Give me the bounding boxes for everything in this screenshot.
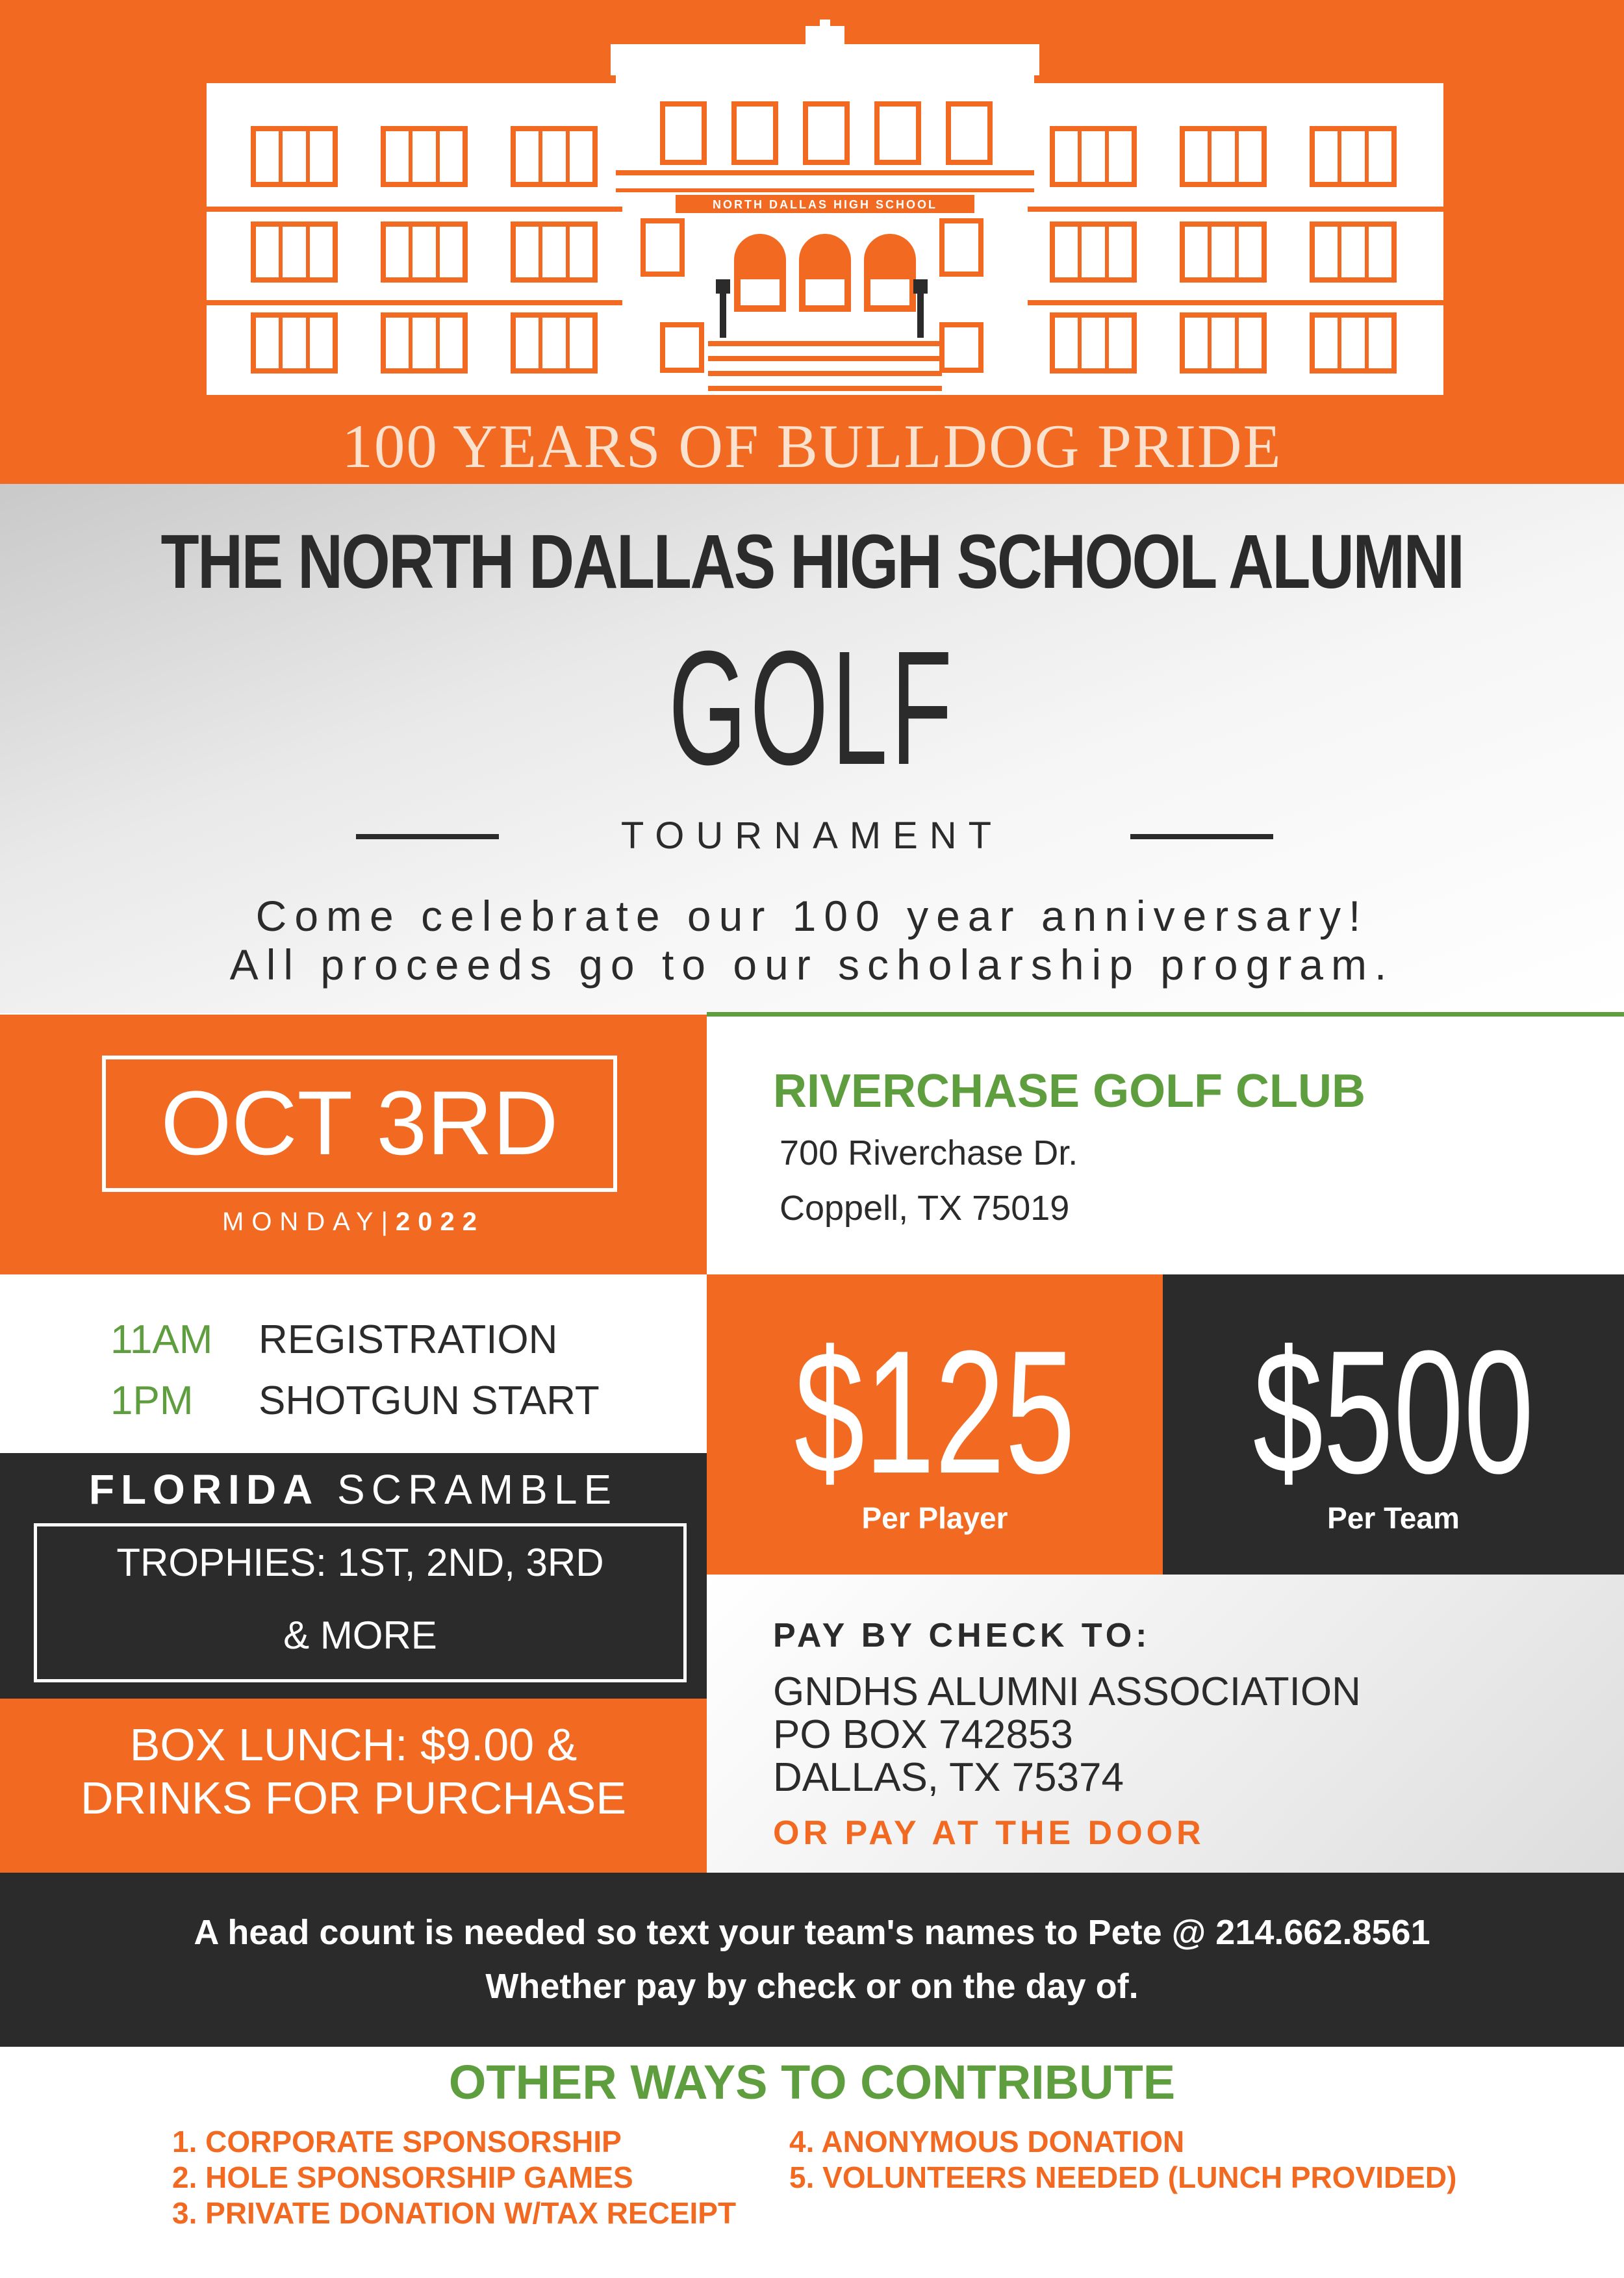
price-team-label: Per Team xyxy=(1327,1501,1460,1535)
venue-address-line-2: Coppell, TX 75019 xyxy=(780,1189,1070,1228)
schedule-row xyxy=(110,1317,557,1363)
contribute-item: 1. CORPORATE SPONSORSHIP xyxy=(172,2125,622,2158)
contribute-item: 4. ANONYMOUS DONATION xyxy=(789,2125,1185,2158)
date-box: OCT 3RD xyxy=(102,1056,617,1192)
payment-heading: PAY BY CHECK TO: xyxy=(773,1617,1151,1654)
scramble-format xyxy=(0,1467,707,1512)
weekday: MONDAY| xyxy=(222,1208,396,1236)
scramble-bold: FLORIDA xyxy=(88,1466,320,1513)
tagline-line-2: All proceeds go to our scholarship program. xyxy=(229,941,1395,989)
contribute-item: 3. PRIVATE DONATION W/TAX RECEIPT xyxy=(172,2196,737,2230)
date-subline xyxy=(0,1206,707,1237)
school-building-illustration xyxy=(0,0,1624,416)
lunch-line-1: BOX LUNCH: $9.00 & xyxy=(129,1719,577,1770)
tagline-line-1: Come celebrate our 100 year anniversary! xyxy=(255,892,1369,940)
headcount-line-1: A head count is needed so text your team's names to Pete @ 214.662.8561 xyxy=(194,1913,1430,1952)
scramble-rest: SCRAMBLE xyxy=(319,1466,618,1513)
payment-city: DALLAS, TX 75374 xyxy=(773,1755,1124,1800)
schedule-time: 11AM xyxy=(110,1317,213,1362)
trophies-line-2: & MORE xyxy=(283,1614,437,1657)
price-team-amount: $500 xyxy=(1252,1315,1534,1510)
headcount-line-2: Whether pay by check or on the day of. xyxy=(485,1967,1139,2006)
tournament-heading: TOURNAMENT xyxy=(620,815,1004,857)
pay-at-door: OR PAY AT THE DOOR xyxy=(773,1814,1205,1852)
event-title: THE NORTH DALLAS HIGH SCHOOL ALUMNI xyxy=(160,519,1464,605)
slogan: 100 YEARS OF BULLDOG PRIDE xyxy=(342,412,1282,481)
year: 2022 xyxy=(396,1208,485,1236)
trophies-line-1: TROPHIES: 1ST, 2ND, 3RD xyxy=(116,1541,604,1584)
venue-address-line-1: 700 Riverchase Dr. xyxy=(780,1133,1078,1172)
contribute-item: 2. HOLE SPONSORSHIP GAMES xyxy=(172,2160,633,2194)
payment-po-box: PO BOX 742853 xyxy=(773,1712,1073,1757)
price-player-amount: $125 xyxy=(794,1315,1076,1510)
contribute-title: OTHER WAYS TO CONTRIBUTE xyxy=(448,2055,1176,2109)
schedule-event: SHOTGUN START xyxy=(259,1378,600,1423)
venue-name: RIVERCHASE GOLF CLUB xyxy=(773,1065,1366,1117)
accent-line xyxy=(707,1012,1624,1017)
schedule-time: 1PM xyxy=(110,1378,194,1423)
payment-payee: GNDHS ALUMNI ASSOCIATION xyxy=(773,1669,1361,1714)
trophies-box xyxy=(34,1523,687,1682)
headcount-banner xyxy=(0,1873,1624,2047)
schedule-event: REGISTRATION xyxy=(259,1317,558,1362)
contribute-item: 5. VOLUNTEERS NEEDED (LUNCH PROVIDED) xyxy=(789,2160,1457,2194)
building-sign-text: NORTH DALLAS HIGH SCHOOL xyxy=(713,198,937,211)
right-rule xyxy=(1130,834,1273,839)
golf-heading: GOLF xyxy=(668,617,956,798)
lunch-text xyxy=(0,1718,707,1825)
price-player-label: Per Player xyxy=(861,1501,1008,1535)
lunch-line-2: DRINKS FOR PURCHASE xyxy=(80,1773,627,1823)
schedule-row xyxy=(110,1378,600,1424)
